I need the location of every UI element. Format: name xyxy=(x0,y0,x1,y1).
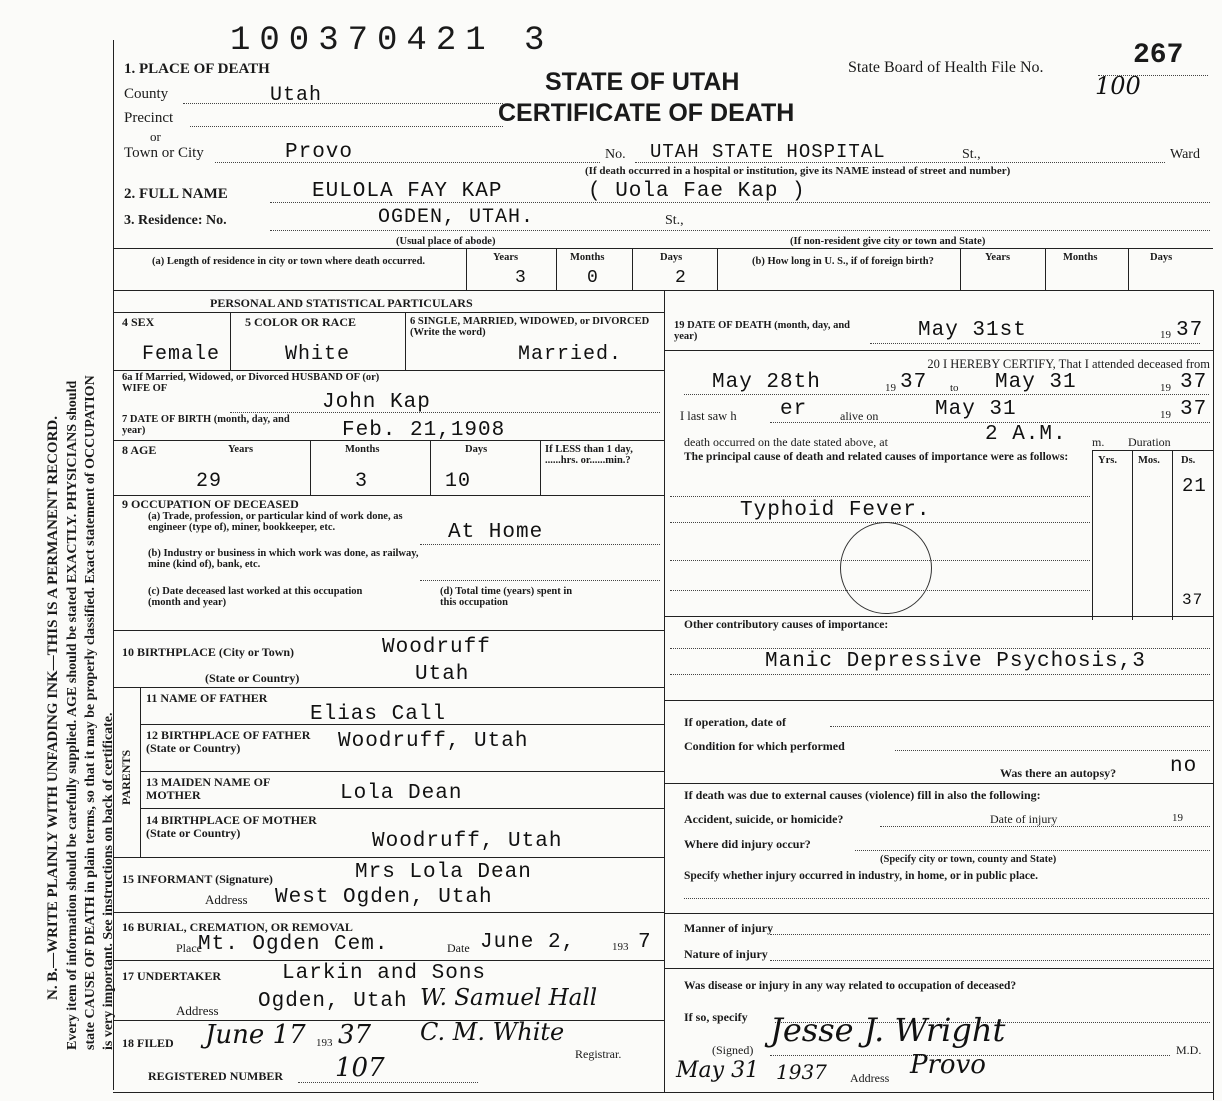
file-no-hand: 100 xyxy=(1095,72,1141,100)
side-instruction-line-2: Every item of information should be carefully supplied. AGE should be stated EXACTLY. PHYSICIANS should xyxy=(65,380,80,1050)
attended-from: May 28th xyxy=(712,371,821,394)
mos-label: Mos. xyxy=(1138,455,1160,466)
burial-place: Mt. Ogden Cem. xyxy=(198,933,389,956)
specify-city: (Specify city or town, county and State) xyxy=(880,854,1057,865)
res-days-label: Days xyxy=(660,252,683,263)
res-col-1 xyxy=(466,248,467,290)
informant-value: Mrs Lola Dean xyxy=(355,861,532,884)
date-death-year: 37 xyxy=(1176,319,1204,342)
birthplace-value: Woodruff xyxy=(382,636,491,659)
reg-number-label: REGISTERED NUMBER xyxy=(148,1069,284,1083)
father-bp-label: 12 BIRTHPLACE OF FATHER (State or Country) xyxy=(146,728,311,755)
attended-to: May 31 xyxy=(995,371,1077,394)
age-months-value: 3 xyxy=(355,470,369,493)
informant-address-label: Address xyxy=(205,892,248,907)
signed-date: May 31 xyxy=(676,1058,760,1083)
length-label: (a) Length of residence in city or town where death occurred. xyxy=(152,256,426,267)
informant-row-bottom xyxy=(113,912,664,913)
age-less-label: If LESS than 1 day, ......hrs. or......min.? xyxy=(545,444,633,467)
disease-label: Was disease or injury in any way related to occupation of deceased? xyxy=(684,980,1017,992)
date-death-line xyxy=(870,343,1200,344)
signed-address-label: Address xyxy=(850,1071,890,1085)
institution-line xyxy=(635,162,1165,163)
filed-label: 18 FILED xyxy=(122,1036,174,1050)
us-col-3 xyxy=(1128,248,1129,290)
burial-date-label: Date xyxy=(447,941,470,955)
husband-line xyxy=(230,412,660,413)
attended-from-year: 37 xyxy=(900,371,928,394)
mother-value: Lola Dean xyxy=(340,782,463,805)
color-col xyxy=(405,312,406,370)
duration-mark: 37 xyxy=(1182,591,1204,609)
signed-label: (Signed) xyxy=(712,1043,754,1057)
death-occurred-label: death occurred on the date stated above, at xyxy=(684,435,888,449)
alive-on-label: alive on xyxy=(840,409,879,423)
death-time: 2 A.M. xyxy=(985,423,1067,446)
registrar-label: Registrar. xyxy=(575,1047,622,1061)
duration-col-2 xyxy=(1132,450,1133,620)
occupation-value: At Home xyxy=(448,521,544,544)
sex-row-bottom xyxy=(113,370,664,371)
marital-label: 6 SINGLE, MARRIED, WIDOWED, or DIVORCED (Write the word) xyxy=(410,316,650,339)
us-years-label: Years xyxy=(985,252,1011,263)
birth-label: 7 DATE OF BIRTH (month, day, and year) xyxy=(122,414,290,437)
operation-label: If operation, date of xyxy=(684,715,786,729)
age-col-1 xyxy=(310,440,311,495)
color-value: White xyxy=(285,343,351,366)
st-label: St., xyxy=(962,147,981,162)
bottom-border xyxy=(113,1092,1213,1093)
occ-a-line xyxy=(420,544,660,545)
birth-row-bottom xyxy=(113,440,664,441)
name-line xyxy=(270,202,1210,203)
signed-address: Provo xyxy=(910,1050,986,1080)
birth-value: Feb. 21,1908 xyxy=(342,419,506,442)
other-top xyxy=(664,616,1213,617)
us-col-1 xyxy=(960,248,961,290)
last-saw-date: May 31 xyxy=(935,398,1017,421)
date-death-bottom xyxy=(664,350,1213,351)
filed-year: 37 xyxy=(338,1020,372,1050)
age-label: 8 AGE xyxy=(122,443,157,457)
full-name-alias: ( Uola Fae Kap ) xyxy=(588,180,806,203)
occ-row-bottom xyxy=(113,630,664,631)
res-days-value: 2 xyxy=(675,268,687,288)
residence-value: OGDEN, UTAH. xyxy=(378,206,535,229)
to-label: to xyxy=(950,382,959,394)
birthplace-row-bottom xyxy=(113,687,664,688)
autopsy-label: Was there an autopsy? xyxy=(1000,766,1117,780)
husband-value: John Kap xyxy=(322,391,431,414)
occ-a-label: (a) Trade, profession, or particular kind of work done, as engineer (type of), miner, bookkeeper, etc. xyxy=(148,511,403,534)
left-border xyxy=(113,40,114,1090)
us-days-label: Days xyxy=(1150,252,1173,263)
occ-d-label: (d) Total time (years) spent in this occupation xyxy=(440,586,573,609)
place-heading: 1. PLACE OF DEATH xyxy=(124,61,270,77)
undertaker-signature: W. Samuel Hall xyxy=(420,985,598,1011)
filed-date: June 17 xyxy=(205,1020,306,1050)
informant-address: West Ogden, Utah xyxy=(275,886,493,909)
cause-line-1 xyxy=(670,496,1090,497)
condition-line xyxy=(895,750,1210,751)
autopsy-value: no xyxy=(1170,755,1198,778)
date-death-year-prefix: 19 xyxy=(1160,329,1171,341)
side-instruction-line-1: N. B.—WRITE PLAINLY WITH UNFADING INK—THIS IS A PERMANENT RECORD. xyxy=(45,416,61,1000)
m-label: m. xyxy=(1092,435,1105,449)
birthplace-label: 10 BIRTHPLACE (City or Town) xyxy=(122,645,295,659)
attended-to-prefix: 19 xyxy=(1160,382,1171,394)
undertaker-address: Ogden, Utah xyxy=(258,990,408,1013)
age-row-bottom xyxy=(113,495,664,496)
where-line xyxy=(855,850,1210,851)
age-col-2 xyxy=(430,440,431,495)
father-bp-value: Woodruff, Utah xyxy=(338,730,529,753)
res-years-value: 3 xyxy=(515,268,527,288)
father-bp-row-bottom xyxy=(140,771,664,772)
nature-label: Nature of injury xyxy=(684,947,768,961)
residence-st-label: St., xyxy=(665,213,684,228)
residence-line xyxy=(270,230,1210,231)
autopsy-bottom xyxy=(664,783,1213,784)
age-days-value: 10 xyxy=(445,470,472,493)
other-label: Other contributory causes of importance: xyxy=(684,619,889,631)
institution-value: UTAH STATE HOSPITAL xyxy=(650,141,886,163)
duration-label: Duration xyxy=(1128,435,1171,449)
accident-line xyxy=(880,826,1210,827)
operation-line xyxy=(830,726,1210,727)
res-col-3 xyxy=(632,248,633,290)
date-death-value: May 31st xyxy=(918,319,1027,342)
attended-from-prefix: 19 xyxy=(885,382,896,394)
nonres-note: (If non-resident give city or town and State) xyxy=(790,236,986,247)
parents-col xyxy=(140,687,141,857)
us-col-2 xyxy=(1045,248,1046,290)
signed-year: 1937 xyxy=(776,1060,827,1084)
hospital-note: (If death occurred in a hospital or institution, give its NAME instead of street and number) xyxy=(585,165,1011,177)
father-value: Elias Call xyxy=(310,703,447,726)
res-years-label: Years xyxy=(493,252,519,263)
parents-side-label: PARENTS xyxy=(119,749,133,805)
duration-col-1 xyxy=(1092,450,1093,620)
last-saw-label: I last saw h xyxy=(680,409,737,423)
birth-state-label: (State or Country) xyxy=(205,671,300,685)
date-death-label: 19 DATE OF DEATH (month, day, and year) xyxy=(674,320,851,343)
registrar-signature: C. M. White xyxy=(420,1018,565,1046)
town-value: Provo xyxy=(285,141,354,164)
mother-bp-label: 14 BIRTHPLACE OF MOTHER (State or Country) xyxy=(146,813,317,840)
county-label: County xyxy=(124,86,169,102)
physician-signature: Jesse J. Wright xyxy=(770,1011,1006,1049)
where-label: Where did injury occur? xyxy=(684,837,811,851)
county-line xyxy=(183,103,503,104)
color-label: 5 COLOR OR RACE xyxy=(245,315,357,329)
residence-table-top xyxy=(113,248,1213,249)
occ-c-label: (c) Date deceased last worked at this occupation (month and year) xyxy=(148,586,363,609)
other-value: Manic Depressive Psychosis,3 xyxy=(765,650,1146,673)
last-year-prefix: 19 xyxy=(1160,409,1171,421)
ifso-label: If so, specify xyxy=(684,1010,748,1024)
occ-b-line xyxy=(420,580,660,581)
industry-line xyxy=(684,898,1209,899)
external-label: If death was due to external causes (violence) fill in also the following: xyxy=(684,788,1041,802)
yrs-label: Yrs. xyxy=(1098,455,1117,466)
ds-value: 21 xyxy=(1182,475,1207,497)
title-certificate: CERTIFICATE OF DEATH xyxy=(498,99,795,127)
side-instruction-line-3: state CAUSE OF DEATH in plain terms, so that it may be properly classified. Exact statement of OCCUPATION xyxy=(83,375,98,1050)
marital-value: Married. xyxy=(518,343,623,366)
sex-value: Female xyxy=(142,343,221,366)
full-name-label: 2. FULL NAME xyxy=(124,186,228,202)
md-label: M.D. xyxy=(1176,1043,1202,1057)
other-bottom xyxy=(664,700,1213,701)
occ-b-label: (b) Industry or business in which work was done, as railway, mine (kind of), bank, etc. xyxy=(148,548,419,571)
burial-row-bottom xyxy=(113,960,664,961)
age-years-value: 29 xyxy=(196,470,223,493)
manner-line xyxy=(770,934,1210,935)
town-line xyxy=(215,162,600,163)
industry-bottom xyxy=(664,913,1213,914)
parents-bottom xyxy=(113,857,664,858)
condition-label: Condition for which performed xyxy=(684,739,845,753)
no-label: No. xyxy=(605,147,626,162)
injury-year: 19 xyxy=(1172,812,1183,824)
nature-bottom xyxy=(664,968,1213,969)
res-months-value: 0 xyxy=(587,268,599,288)
res-months-label: Months xyxy=(570,252,605,263)
title-state: STATE OF UTAH xyxy=(545,68,740,96)
filed-year-prefix: 193 xyxy=(316,1037,333,1049)
duration-col-3 xyxy=(1172,450,1173,620)
precinct-label: Precinct xyxy=(124,110,174,126)
father-label: 11 NAME OF FATHER xyxy=(146,691,268,705)
stamp-circle xyxy=(840,522,932,614)
res-col-4 xyxy=(717,248,718,290)
residence-label: 3. Residence: No. xyxy=(124,213,227,228)
abode-note: (Usual place of abode) xyxy=(396,236,496,247)
or-label: or xyxy=(150,129,161,144)
town-label: Town or City xyxy=(124,145,204,161)
mother-bp-value: Woodruff, Utah xyxy=(372,830,563,853)
file-no-label: State Board of Health File No. xyxy=(848,59,1044,76)
center-divider xyxy=(664,290,665,1092)
informant-label: 15 INFORMANT (Signature) xyxy=(122,872,273,886)
undertaker-label: 17 UNDERTAKER xyxy=(122,969,222,983)
burial-year: 7 xyxy=(638,931,652,954)
last-year: 37 xyxy=(1180,398,1208,421)
sex-label: 4 SEX xyxy=(122,315,155,329)
father-row-bottom xyxy=(140,724,664,725)
mother-row-bottom xyxy=(140,808,664,809)
certificate-number: 100370421 3 xyxy=(230,22,554,60)
precinct-line xyxy=(190,126,503,127)
age-years-label: Years xyxy=(228,444,254,455)
full-name-value: EULOLA FAY KAP xyxy=(312,180,503,203)
county-value: Utah xyxy=(270,84,323,107)
undertaker-value: Larkin and Sons xyxy=(282,962,487,985)
ds-label: Ds. xyxy=(1181,455,1196,466)
burial-year-prefix: 193 xyxy=(612,941,629,953)
injury-date-label: Date of injury xyxy=(990,812,1058,826)
us-label: (b) How long in U. S., if of foreign birth? xyxy=(752,256,934,267)
age-days-label: Days xyxy=(465,444,488,455)
reg-number: 107 xyxy=(335,1053,385,1083)
residence-table-bottom xyxy=(113,290,1213,291)
principal-label: The principal cause of death and related causes of importance were as follows: xyxy=(684,451,1069,463)
certify-text: 20 I HEREBY CERTIFY, That I attended deceased from xyxy=(927,357,1210,371)
file-no: 267 xyxy=(1133,40,1184,71)
birth-state-value: Utah xyxy=(415,663,470,686)
undertaker-row-bottom xyxy=(113,1020,664,1021)
other-line-2 xyxy=(670,674,1210,675)
us-months-label: Months xyxy=(1063,252,1098,263)
nature-line xyxy=(770,960,1210,961)
burial-date: June 2, xyxy=(480,931,576,954)
personal-heading: PERSONAL AND STATISTICAL PARTICULARS xyxy=(210,296,473,310)
reg-number-line xyxy=(298,1082,478,1083)
file-no-line xyxy=(1098,75,1208,76)
specify-industry: Specify whether injury occurred in industry, in home, or in public place. xyxy=(684,870,1038,882)
manner-label: Manner of injury xyxy=(684,921,774,935)
undertaker-address-label: Address xyxy=(176,1003,219,1018)
personal-heading-line xyxy=(113,312,664,313)
right-border xyxy=(1213,290,1214,1100)
burial-label: 16 BURIAL, CREMATION, OR REMOVAL xyxy=(122,920,353,934)
age-months-label: Months xyxy=(345,444,380,455)
mother-label: 13 MAIDEN NAME OF MOTHER xyxy=(146,775,270,802)
last-saw-fill: er xyxy=(780,398,808,421)
age-col-3 xyxy=(540,440,541,495)
ward-label: Ward xyxy=(1170,147,1200,162)
accident-label: Accident, suicide, or homicide? xyxy=(684,812,844,826)
side-instruction-line-4: is very important. See instructions on back of certificate. xyxy=(101,712,116,1050)
husband-label: 6a If Married, Widowed, or Divorced HUSBAND OF (or) WIFE OF xyxy=(122,372,380,395)
other-line-1 xyxy=(670,648,1210,649)
duration-header-top xyxy=(1092,450,1213,451)
cause-value: Typhoid Fever. xyxy=(740,499,931,522)
attended-line xyxy=(684,394,1209,395)
res-col-2 xyxy=(556,248,557,290)
sex-col xyxy=(230,312,231,370)
occ-heading: 9 OCCUPATION OF DECEASED xyxy=(122,497,299,511)
attended-to-year: 37 xyxy=(1180,371,1208,394)
burial-place-label: Place xyxy=(176,941,202,955)
